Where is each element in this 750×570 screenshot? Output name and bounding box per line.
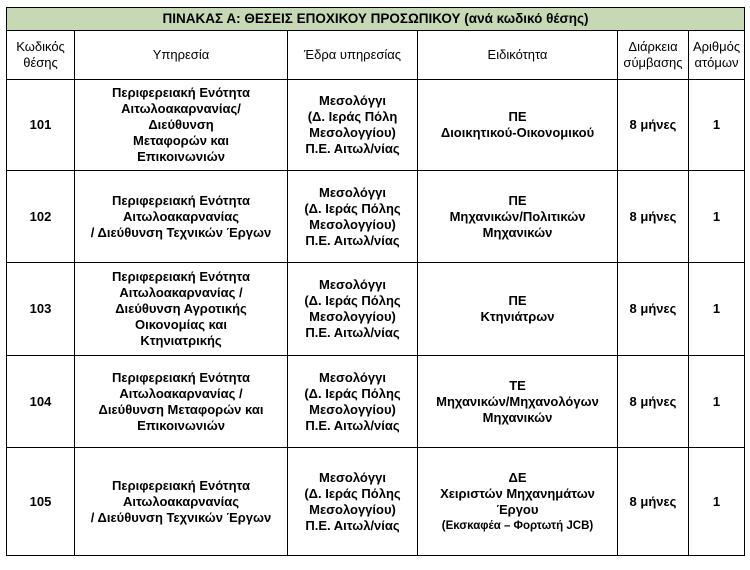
cell-count: 1 [689, 263, 745, 356]
cell-line: Μεσολόγγι [319, 184, 386, 200]
cell-line: (Δ. Ιεράς Πόλη [307, 109, 398, 124]
cell-specialty [418, 80, 618, 171]
cell-code: 105 [7, 448, 75, 556]
cell-line: Περιφερειακή Ενότητα [112, 269, 250, 284]
cell-line: Κτηνιάτρων [480, 309, 555, 324]
cell-code: 103 [7, 263, 75, 356]
cell-line: Οικονομίας και [134, 317, 227, 332]
cell-line: Διεύθυνση [148, 117, 214, 132]
cell-line: (Δ. Ιεράς Πόλης [304, 293, 401, 308]
cell-line: ΠΕ [508, 109, 527, 124]
header-row [7, 31, 745, 80]
table-row [7, 448, 745, 556]
cell-service [75, 80, 288, 171]
cell-line: Επικοινωνιών [137, 149, 225, 164]
table-title: ΠΙΝΑΚΑΣ Α: ΘΕΣΕΙΣ ΕΠΟΧΙΚΟΥ ΠΡΟΣΩΠΙΚΟΥ (ανά κωδικό θέσης) [7, 8, 745, 31]
cell-line: Μεσολογγίου) [309, 401, 396, 417]
cell-line: Μηχανικών/Πολιτικών [449, 208, 586, 224]
cell-line: ΠΕ [508, 293, 527, 308]
header-service: Υπηρεσία [75, 31, 288, 80]
cell-line: Έργου [496, 501, 539, 517]
cell-line: Διεύθυνση Μεταφορών και [98, 401, 264, 417]
cell-seat [288, 80, 418, 171]
cell-line: Μηχανικών/Μηχανολόγων [436, 393, 599, 409]
header-duration: Διάρκεια σύμβασης [618, 31, 689, 80]
cell-line: Αιτωλοακαρνανίας [122, 208, 240, 224]
cell-service [75, 448, 288, 556]
cell-seat [288, 448, 418, 556]
cell-specialty [418, 263, 618, 356]
header-count: Αριθμός ατόμων [689, 31, 745, 80]
table-row [7, 356, 745, 448]
cell-count: 1 [689, 448, 745, 556]
cell-line: Περιφερειακή Ενότητα [112, 85, 250, 100]
cell-line: Αιτωλοακαρνανίας [122, 493, 240, 509]
cell-duration: 8 μήνες [618, 356, 689, 448]
header-code: Κωδικός θέσης [7, 31, 75, 80]
cell-line: Π.Ε. Αιτωλ/νίας [305, 417, 400, 433]
cell-line: Μηχανικών [482, 224, 553, 240]
cell-line: Αιτωλοακαρνανίας/ [121, 101, 241, 116]
cell-line: Μεσολογγίου) [309, 216, 396, 232]
cell-line: (Δ. Ιεράς Πόλης [304, 200, 401, 216]
cell-count: 1 [689, 80, 745, 171]
cell-duration: 8 μήνες [618, 171, 689, 263]
cell-code: 104 [7, 356, 75, 448]
cell-seat [288, 263, 418, 356]
cell-count: 1 [689, 171, 745, 263]
cell-duration: 8 μήνες [618, 80, 689, 171]
cell-line: Μεσολογγίου) [309, 501, 396, 517]
cell-line: Π.Ε. Αιτωλ/νίας [305, 232, 400, 248]
cell-line: Π.Ε. Αιτωλ/νίας [305, 517, 400, 533]
cell-seat [288, 356, 418, 448]
cell-line: Αιτωλοακαρνανίας / [119, 385, 243, 401]
cell-count: 1 [689, 356, 745, 448]
cell-specialty [418, 171, 618, 263]
cell-line: Περιφερειακή Ενότητα [112, 192, 250, 208]
cell-line: Μεσολόγγι [319, 369, 386, 385]
cell-line: (Εκσκαφέα – Φορτωτή JCB) [441, 519, 594, 532]
cell-line: Αιτωλοακαρνανίας / [119, 285, 243, 300]
cell-line: Μεταφορών και [133, 133, 229, 148]
cell-service [75, 356, 288, 448]
cell-code: 102 [7, 171, 75, 263]
cell-line: / Διεύθυνση Τεχνικών Έργων [90, 224, 272, 240]
cell-duration: 8 μήνες [618, 263, 689, 356]
cell-duration: 8 μήνες [618, 448, 689, 556]
cell-service [75, 171, 288, 263]
cell-line: ΤΕ [509, 377, 526, 393]
header-seat: Έδρα υπηρεσίας [288, 31, 418, 80]
cell-line: Διεύθυνση Αγροτικής [115, 301, 247, 316]
cell-line: Π.Ε. Αιτωλ/νίας [305, 325, 400, 340]
cell-line: ΔΕ [508, 469, 527, 485]
table-row [7, 171, 745, 263]
table-row [7, 80, 745, 171]
table-title-row [7, 8, 745, 31]
cell-line: Μεσολογγίου) [309, 309, 396, 324]
cell-line: Χειριστών Μηχανημάτων [440, 485, 595, 501]
cell-line: Π.Ε. Αιτωλ/νίας [305, 141, 400, 156]
cell-service [75, 263, 288, 356]
positions-table [6, 7, 745, 556]
cell-line: Μηχανικών [482, 409, 553, 425]
cell-line: Περιφερειακή Ενότητα [112, 369, 250, 385]
cell-line: Μεσολόγγι [319, 277, 386, 292]
table-row [7, 263, 745, 356]
header-specialty: Ειδικότητα [418, 31, 618, 80]
cell-line: Επικοινωνιών [137, 417, 225, 433]
cell-line: (Δ. Ιεράς Πόλης [304, 485, 401, 501]
cell-line: Περιφερειακή Ενότητα [112, 477, 250, 493]
cell-seat [288, 171, 418, 263]
cell-code: 101 [7, 80, 75, 171]
cell-specialty [418, 448, 618, 556]
cell-line: (Δ. Ιεράς Πόλης [304, 385, 401, 401]
cell-line: Μεσολόγγι [319, 93, 386, 108]
cell-line: Μεσολογγίου) [309, 125, 396, 140]
cell-line: Διοικητικού-Οικονομικού [440, 125, 595, 140]
cell-line: / Διεύθυνση Τεχνικών Έργων [90, 509, 272, 525]
cell-line: ΠΕ [508, 192, 527, 208]
cell-line: Μεσολόγγι [319, 469, 386, 485]
cell-specialty [418, 356, 618, 448]
cell-line: Κτηνιατρικής [140, 333, 222, 348]
